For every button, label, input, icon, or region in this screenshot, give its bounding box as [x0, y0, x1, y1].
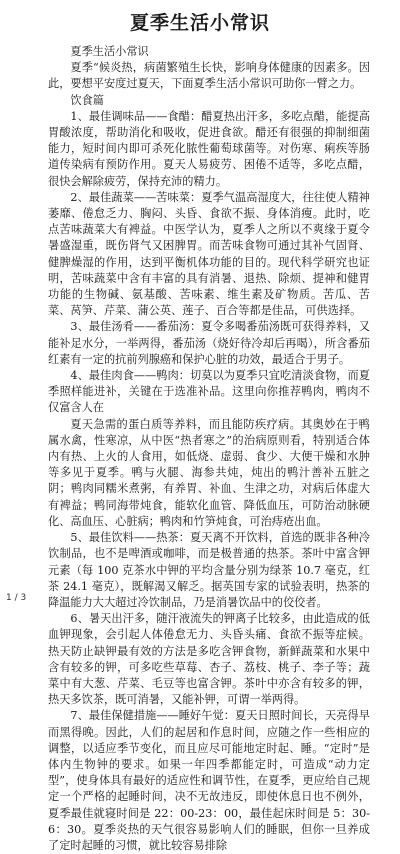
paragraph: 夏天急需的蛋白质等养料，而且能防疾疗病。其奥妙在于鸭属水禽，性寒凉，从中医“热者寒之”的治病原则看，特别适合体内有热、上火的人食用，如低烧、虚弱、食少、大便干燥和水肿等多见于夏季。鸭与火腿、海参共炖，炖出的鸭汁善补五脏之阴；鸭肉同糯米煮粥，有养胃、补血、生津之功，对病后体虚大有裨益；鸭同海带炖食，能软化血管、降低血压，可防治动脉硬化、高血压、心脏病；鸭肉和竹笋炖食，可治痔疮出血。	[48, 417, 370, 528]
paragraph: 1、最佳调味品——食醋：醋夏热出汗多，多吃点醋，能提高胃酸浓度，帮助消化和吸收，促进食欲。醋还有很强的抑制细菌能力，短时间内即可杀死化脓性葡萄球菌等。对伤寒、痢疾等肠道传染病有预防作用。夏天人易疲劳、困倦不适等，多吃点醋，很快会解除疲劳，保持充沛的精力。	[48, 109, 370, 188]
document-body	[48, 44, 370, 854]
paragraph: 3、最佳汤肴——番茄汤：夏令多喝番茄汤既可获得养料，又能补足水分，一举两得，番茄汤（烧好待冷却后再喝），所含番茄红素有一定的抗前列腺癌和保护心脏的功效，最适合于男子。	[48, 320, 370, 366]
paragraph: 夏季生活小常识	[70, 45, 149, 58]
paragraph: 4、最佳肉食——鸭肉：切莫以为夏季只宜吃清淡食物，而夏季照样能进补，关键在于选准补品。这里向你推荐鸭肉，鸭肉不仅富含人在	[48, 369, 370, 415]
paragraph: 饮食篇	[70, 93, 104, 107]
paragraph: 2、最佳蔬菜——苦味菜：夏季气温高湿度大，往往使人精神萎靡、倦怠乏力、胸闷、头昏、食欲不振、身体消瘦。此时，吃点苦味蔬菜大有裨益。中医学认为，夏季人之所以不爽缘于夏令暑盛湿重，既伤肾气又困脾胃。而苦味食物可通过其补气固肾、健脾燥湿的作用，达到平衡机体功能的目的。现代科学研究也证明，苦味蔬菜中含有丰富的具有消暑、退热、除烦、提神和健胃功能的生物碱、氨基酸、苦味素、维生素及矿物质。苦瓜、苦菜、莴笋、芹菜、蒲公英、莲子、百合等都是佳品，可供选择。	[48, 190, 370, 318]
document-title: 夏季生活小常识	[129, 12, 270, 34]
paragraph: 5、最佳饮料——热茶：夏天离不开饮料，首选的既非各种冷饮制品，也不是啤酒或咖啡，而是极普通的热茶。茶叶中富含钾元素（每 100 克茶水中钾的平均含量分别为绿茶 10.7 毫克，红茶 24.1 毫克），既解渴又解乏。据英国专家的试验表明，热茶的降温能力大大超过冷饮制品，乃是消暑饮品中的佼佼者。	[48, 531, 370, 609]
paragraph: 6、暑天出汗多，随汗液流失的钾离子比较多，由此造成的低血钾现象，会引起人体倦怠无力、头昏头痛、食欲不振等症候。热天防止缺钾最有效的方法是多吃含钾食物，新鲜蔬菜和水果中含有较多的钾，可多吃些草莓、杏子、荔枝、桃子、李子等；蔬菜中有大葱、芹菜、毛豆等也富含钾。茶叶中亦含有较多的钾，热天多饮茶，既可消暑，又能补钾，可谓一举两得。	[48, 612, 370, 707]
page-indicator: 1 / 3	[6, 593, 27, 603]
paragraph: 夏季“候炎热，病菌繁殖生长快，影响身体健康的因素多。因此，要想平安度过夏天，下面夏季生活小常识可助你一臂之力。	[48, 61, 370, 91]
paragraph: 7、最佳保健措施——睡好午觉：夏天日照时间长，天亮得早而黑得晚。因此，人们的起居和作息时间，应随之作一些相应的调整，以适应季节变化，而且应尽可能地定时起、睡。“定时”是体内生物钟的要求。如果一年四季都能定时，可造成“动力定型”，使身体具有最好的适应性和调节性，在夏季，更应给自己规定一个严格的起睡时间，决不无故违反，即使休息日也不例外，夏季最佳就寝时间是 22：00-23：00，最佳起床时间是 5：30-6：30。夏季炎热的天气很容易影响人们的睡眠，但你一旦养成了定时起睡的习惯，就比较容易排除	[48, 709, 370, 852]
